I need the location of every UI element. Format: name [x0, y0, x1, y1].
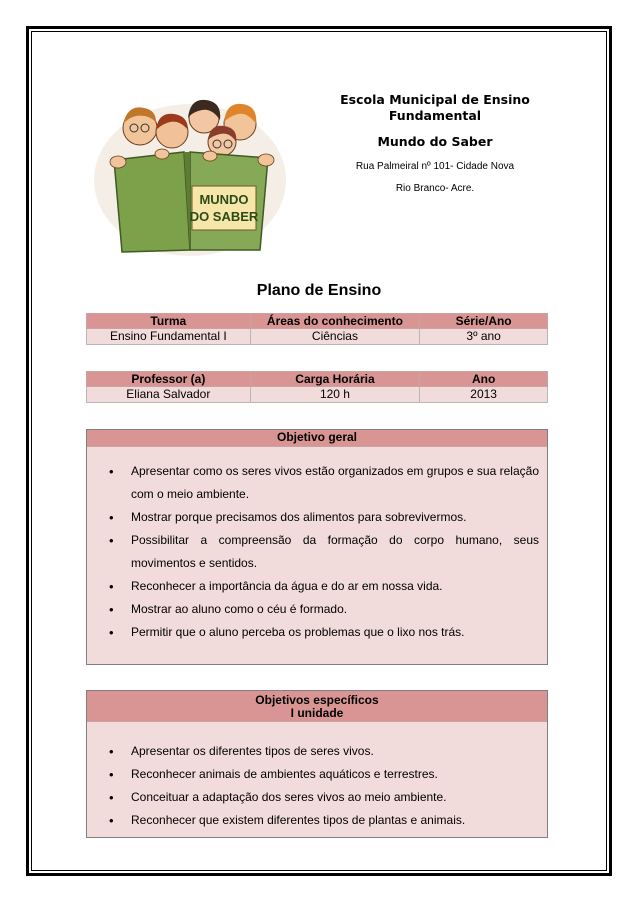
bullet-icon: • — [109, 813, 114, 828]
table-header-row — [87, 314, 548, 329]
header-turma: Turma — [87, 314, 251, 329]
objetivos-especificos-box — [86, 690, 548, 838]
header-professor: Professor (a) — [87, 372, 251, 387]
logo-text-line-2: DO SABER — [189, 209, 259, 224]
list-item — [87, 529, 547, 575]
list-item-text: Mostrar ao aluno como o céu é formado. — [131, 602, 348, 616]
teacher-info-table — [86, 371, 548, 403]
objetivos-especificos-title: Objetivos específicos — [255, 693, 379, 707]
header-carga: Carga Horária — [250, 372, 420, 387]
bullet-icon: • — [109, 790, 114, 805]
list-item-text: Apresentar os diferentes tipos de seres vivos. — [131, 744, 374, 758]
cell-carga: 120 h — [250, 387, 420, 403]
unidade-label: I unidade — [290, 706, 344, 720]
list-item — [87, 575, 547, 598]
school-header — [300, 92, 570, 195]
bullet-icon: • — [109, 510, 114, 525]
school-name: Escola Municipal de Ensino Fundamental — [340, 92, 530, 123]
objetivos-especificos-header — [87, 691, 547, 722]
logo-text-line-1: MUNDO — [199, 192, 249, 207]
objetivo-geral-list — [87, 447, 547, 644]
list-item — [87, 740, 547, 763]
page-title: Plano de Ensino — [256, 282, 382, 299]
list-item — [87, 809, 547, 832]
list-item — [87, 506, 547, 529]
bullet-icon: • — [109, 602, 114, 617]
class-info-table — [86, 313, 548, 345]
list-item-text: Mostrar porque precisamos dos alimentos para sobrevivermos. — [131, 510, 467, 524]
cell-ano: 2013 — [420, 387, 548, 403]
cell-serie: 3º ano — [420, 329, 548, 345]
bullet-icon: • — [109, 744, 114, 759]
book-illustration — [110, 149, 274, 252]
bullet-icon: • — [109, 533, 114, 548]
school-subname: Mundo do Saber — [377, 134, 493, 149]
school-address: Rua Palmeiral nº 101- Cidade Nova — [355, 161, 515, 172]
bullet-icon: • — [109, 625, 114, 640]
cell-turma: Ensino Fundamental I — [87, 329, 251, 345]
bullet-icon: • — [109, 767, 114, 782]
table-row — [87, 387, 548, 403]
objetivo-geral-title: Objetivo geral — [87, 430, 547, 447]
header-serie: Série/Ano — [420, 314, 548, 329]
header-ano: Ano — [420, 372, 548, 387]
table-header-row — [87, 372, 548, 387]
objetivos-especificos-list — [87, 722, 547, 832]
list-item — [87, 763, 547, 786]
school-logo — [92, 90, 288, 256]
list-item-text: Possibilitar a compreensão da formação do corpo humano, seus movimentos e sentidos. — [131, 533, 539, 570]
list-item-text: Reconhecer que existem diferentes tipos de plantas e animais. — [131, 813, 466, 827]
cell-areas: Ciências — [250, 329, 420, 345]
list-item-text: Apresentar como os seres vivos estão organizados em grupos e sua relação com o meio ambiente. — [131, 464, 539, 501]
list-item-text: Reconhecer a importância da água e do ar em nossa vida. — [131, 579, 443, 593]
list-item — [87, 598, 547, 621]
list-item-text: Conceituar a adaptação dos seres vivos ao meio ambiente. — [131, 790, 447, 804]
list-item — [87, 460, 547, 506]
header-areas: Áreas do conhecimento — [250, 314, 420, 329]
objetivo-geral-box — [86, 429, 548, 665]
list-item-text: Permitir que o aluno perceba os problemas que o lixo nos trás. — [131, 625, 465, 639]
bullet-icon: • — [109, 464, 114, 479]
table-row — [87, 329, 548, 345]
bullet-icon: • — [109, 579, 114, 594]
cell-professor: Eliana Salvador — [87, 387, 251, 403]
list-item-text: Reconhecer animais de ambientes aquáticos e terrestres. — [131, 767, 438, 781]
list-item — [87, 786, 547, 809]
list-item — [87, 621, 547, 644]
school-city: Rio Branco- Acre. — [395, 183, 475, 194]
